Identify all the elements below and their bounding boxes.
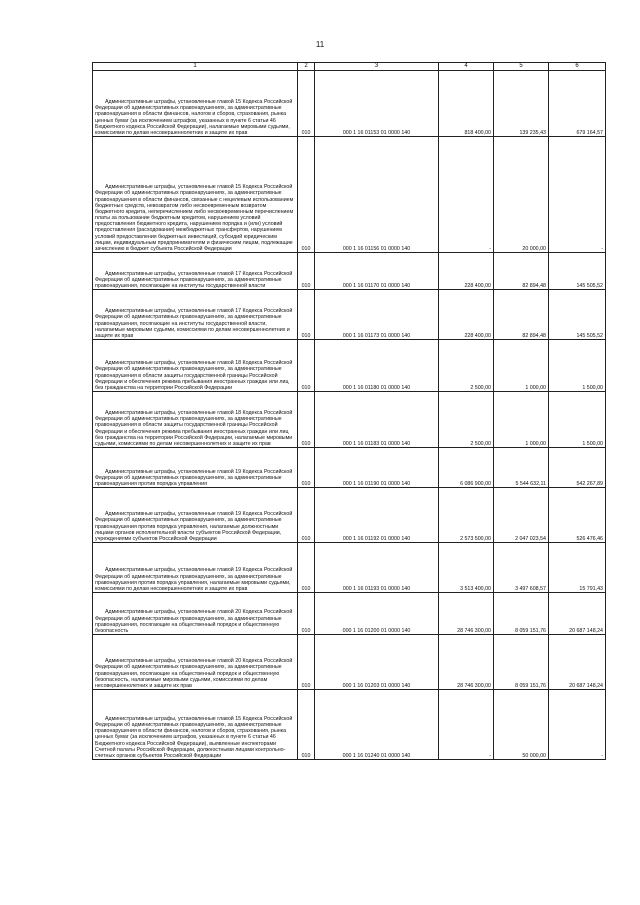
row-approved-amount: 3 513 400,00: [439, 543, 494, 593]
header-col-5: 5: [494, 63, 549, 71]
row-unexecuted-amount: 1 500,00: [549, 392, 606, 448]
row-budget-code: 000 1 16 01153 01 0000 140: [315, 71, 439, 137]
table-row: [93, 635, 606, 690]
row-approved-amount: 2 573 500,00: [439, 488, 494, 543]
row-description-text: Административные штрафы, установленные главой 19 Кодекса Российской Федерации об административных правонарушениях, за административные правонарушения против порядка управления, налагаемые мировыми судьями, комиссиями по делам несовершеннолетних и защите их прав: [95, 567, 293, 592]
row-approved-amount: 2 500,00: [439, 392, 494, 448]
row-approved-amount: 6 086 900,00: [439, 448, 494, 488]
row-budget-code: 000 1 16 01156 01 0000 140: [315, 137, 439, 253]
row-approved-amount: 28 746 300,00: [439, 593, 494, 635]
header-col-6: 6: [549, 63, 606, 71]
row-budget-code: 000 1 16 01170 01 0000 140: [315, 253, 439, 290]
row-executed-amount: 139 235,43: [494, 71, 549, 137]
row-description-text: Административные штрафы, установленные главой 17 Кодекса Российской Федерации об административных правонарушениях, за административные правонарушения, посягающие на институты государственной власти, налагаемые мировыми судьями, комиссиями по делам несовершеннолетних и защите их прав: [95, 308, 293, 339]
row-budget-code: 000 1 16 01180 01 0000 140: [315, 340, 439, 392]
row-budget-code: 000 1 16 01192 01 0000 140: [315, 488, 439, 543]
row-budget-code: 000 1 16 01193 01 0000 140: [315, 543, 439, 593]
row-description: [93, 593, 298, 635]
row-approved-amount: 2 500,00: [439, 340, 494, 392]
row-description: [93, 448, 298, 488]
row-line-code: 010: [298, 137, 315, 253]
table-row: [93, 690, 606, 760]
row-description: [93, 543, 298, 593]
table-row: [93, 593, 606, 635]
row-description: [93, 392, 298, 448]
row-executed-amount: 8 059 151,76: [494, 593, 549, 635]
row-description-text: Административные штрафы, установленные главой 15 Кодекса Российской Федерации об административных правонарушениях, за административные правонарушения в области финансов, налогов и сборов, страхования, рынка ценных бумаг (за исключением штрафов, указанных в пункте 6 статьи 46 Бюджетного кодекса Российской Федерации), налагаемые мировыми судьями, комиссиями по делам несовершеннолетних и защите их прав: [95, 99, 293, 136]
table-row: [93, 253, 606, 290]
row-unexecuted-amount: 145 505,52: [549, 290, 606, 340]
row-description-text: Административные штрафы, установленные главой 18 Кодекса Российской Федерации об административных правонарушениях, за административные правонарушения в области защиты государственной границы Российской Федерации и обеспечения режима пребывания иностранных граждан или лиц без гражданства на территории Российской Федерации: [95, 360, 293, 391]
row-line-code: 010: [298, 71, 315, 137]
header-col-1: 1: [93, 63, 298, 71]
table-row: [93, 543, 606, 593]
row-unexecuted-amount: 679 164,57: [549, 71, 606, 137]
row-executed-amount: 82 894,48: [494, 290, 549, 340]
row-description: [93, 690, 298, 760]
row-budget-code: 000 1 16 01190 01 0000 140: [315, 448, 439, 488]
row-line-code: 010: [298, 635, 315, 690]
header-col-4: 4: [439, 63, 494, 71]
row-approved-amount: 818 400,00: [439, 71, 494, 137]
row-line-code: 010: [298, 340, 315, 392]
table-row: [93, 448, 606, 488]
row-line-code: 010: [298, 392, 315, 448]
row-executed-amount: 8 059 151,76: [494, 635, 549, 690]
row-budget-code: 000 1 16 01173 01 0000 140: [315, 290, 439, 340]
row-approved-amount: 228 400,00: [439, 290, 494, 340]
row-unexecuted-amount: 526 476,46: [549, 488, 606, 543]
table-header-row: [93, 63, 606, 71]
table-row: [93, 137, 606, 253]
row-unexecuted-amount: -: [549, 690, 606, 760]
table-row: [93, 488, 606, 543]
row-executed-amount: 5 544 632,11: [494, 448, 549, 488]
row-description: [93, 488, 298, 543]
table-row: [93, 290, 606, 340]
row-executed-amount: 2 047 023,54: [494, 488, 549, 543]
row-executed-amount: 50 000,00: [494, 690, 549, 760]
row-description-text: Административные штрафы, установленные главой 15 Кодекса Российской Федерации об административных правонарушениях, за административные правонарушения в области финансов, налогов и сборов, страхования, рынка ценных бумаг (за исключением штрафов, указанных в пункте 6 статьи 46 Бюджетного кодекса Российской Федерации), выявленные инспекторами Счетной палаты Российской Федерации, должностными лицами контрольно-счетных органов субъектов Российской Федерации: [95, 715, 293, 759]
row-line-code: 010: [298, 593, 315, 635]
row-budget-code: 000 1 16 01240 01 0000 140: [315, 690, 439, 760]
row-line-code: 010: [298, 290, 315, 340]
revenue-table: [92, 62, 606, 760]
row-unexecuted-amount: 542 267,89: [549, 448, 606, 488]
row-unexecuted-amount: 145 505,52: [549, 253, 606, 290]
row-approved-amount: 28 746 300,00: [439, 635, 494, 690]
row-description: [93, 340, 298, 392]
row-description-text: Административные штрафы, установленные главой 20 Кодекса Российской Федерации об административных правонарушениях, за административные правонарушения, посягающие на общественный порядок и общественную безопасность, налагаемые мировыми судьями, комиссиями по делам несовершеннолетних и защите их прав: [95, 658, 293, 689]
table-row: [93, 392, 606, 448]
row-description-text: Административные штрафы, установленные главой 20 Кодекса Российской Федерации об административных правонарушениях, за административные правонарушения, посягающие на общественный порядок и общественную безопасность: [95, 609, 293, 634]
row-executed-amount: 1 000,00: [494, 392, 549, 448]
table-row: [93, 71, 606, 137]
row-line-code: 010: [298, 253, 315, 290]
header-col-3: 3: [315, 63, 439, 71]
row-unexecuted-amount: -: [549, 137, 606, 253]
row-approved-amount: 228 400,00: [439, 253, 494, 290]
row-unexecuted-amount: 20 687 148,24: [549, 593, 606, 635]
row-description: [93, 253, 298, 290]
row-description: [93, 290, 298, 340]
row-unexecuted-amount: 1 500,00: [549, 340, 606, 392]
row-executed-amount: 3 497 608,57: [494, 543, 549, 593]
table-row: [93, 340, 606, 392]
row-description-text: Административные штрафы, установленные главой 19 Кодекса Российской Федерации об административных правонарушениях, за административные правонарушения против порядка управления, налагаемые должностными лицами органов исполнительной власти субъектов Российской Федерации, учреждениями субъектов Российской Федерации: [95, 511, 293, 542]
row-description-text: Административные штрафы, установленные главой 18 Кодекса Российской Федерации об административных правонарушениях, за административные правонарушения в области защиты государственной границы Российской Федерации и обеспечения режима пребывания иностранных граждан или лиц без гражданства на территории Российской Федерации, налагаемые мировыми судьями, комиссиями по делам несовершеннолетних и защите их прав: [95, 410, 293, 447]
row-description: [93, 635, 298, 690]
row-executed-amount: 1 000,00: [494, 340, 549, 392]
row-executed-amount: 82 894,48: [494, 253, 549, 290]
row-description-text: Административные штрафы, установленные главой 15 Кодекса Российской Федерации об административных правонарушениях, за административные правонарушения в области финансов, связанные с нецелевым использованием бюджетных средств, невозвратом либо несвоевременным возвратом бюджетного кредита, неперечислением либо несвоевременным перечислением платы за пользование бюджетным кредитом, нарушением условий предоставления бюджетного кредита, нарушением порядка и (или) условий предоставления (расходования) межбюджетных трансфертов, нарушением условий предоставления бюджетных инвестиций, субсидий юридическим лицам, индивидуальным предпринимателям и физическим лицам, подлежащие зачислению в бюджет субъекта Российской Федерации: [95, 184, 294, 252]
header-col-2: 2: [298, 63, 315, 71]
row-unexecuted-amount: 15 791,43: [549, 543, 606, 593]
row-line-code: 010: [298, 488, 315, 543]
row-description-text: Административные штрафы, установленные главой 19 Кодекса Российской Федерации об административных правонарушениях, за административные правонарушения против порядка управления: [95, 468, 293, 487]
row-description: [93, 71, 298, 137]
row-description: [93, 137, 298, 253]
row-approved-amount: -: [439, 690, 494, 760]
row-line-code: 010: [298, 448, 315, 488]
row-approved-amount: -: [439, 137, 494, 253]
page-number: 11: [315, 40, 325, 49]
row-budget-code: 000 1 16 01200 01 0000 140: [315, 593, 439, 635]
row-description-text: Административные штрафы, установленные главой 17 Кодекса Российской Федерации об административных правонарушениях, за административные правонарушения, посягающие на институты государственной власти: [95, 270, 293, 289]
row-budget-code: 000 1 16 01203 01 0000 140: [315, 635, 439, 690]
row-line-code: 010: [298, 543, 315, 593]
row-budget-code: 000 1 16 01183 01 0000 140: [315, 392, 439, 448]
row-executed-amount: 20 000,00: [494, 137, 549, 253]
row-unexecuted-amount: 20 687 148,24: [549, 635, 606, 690]
row-line-code: 010: [298, 690, 315, 760]
